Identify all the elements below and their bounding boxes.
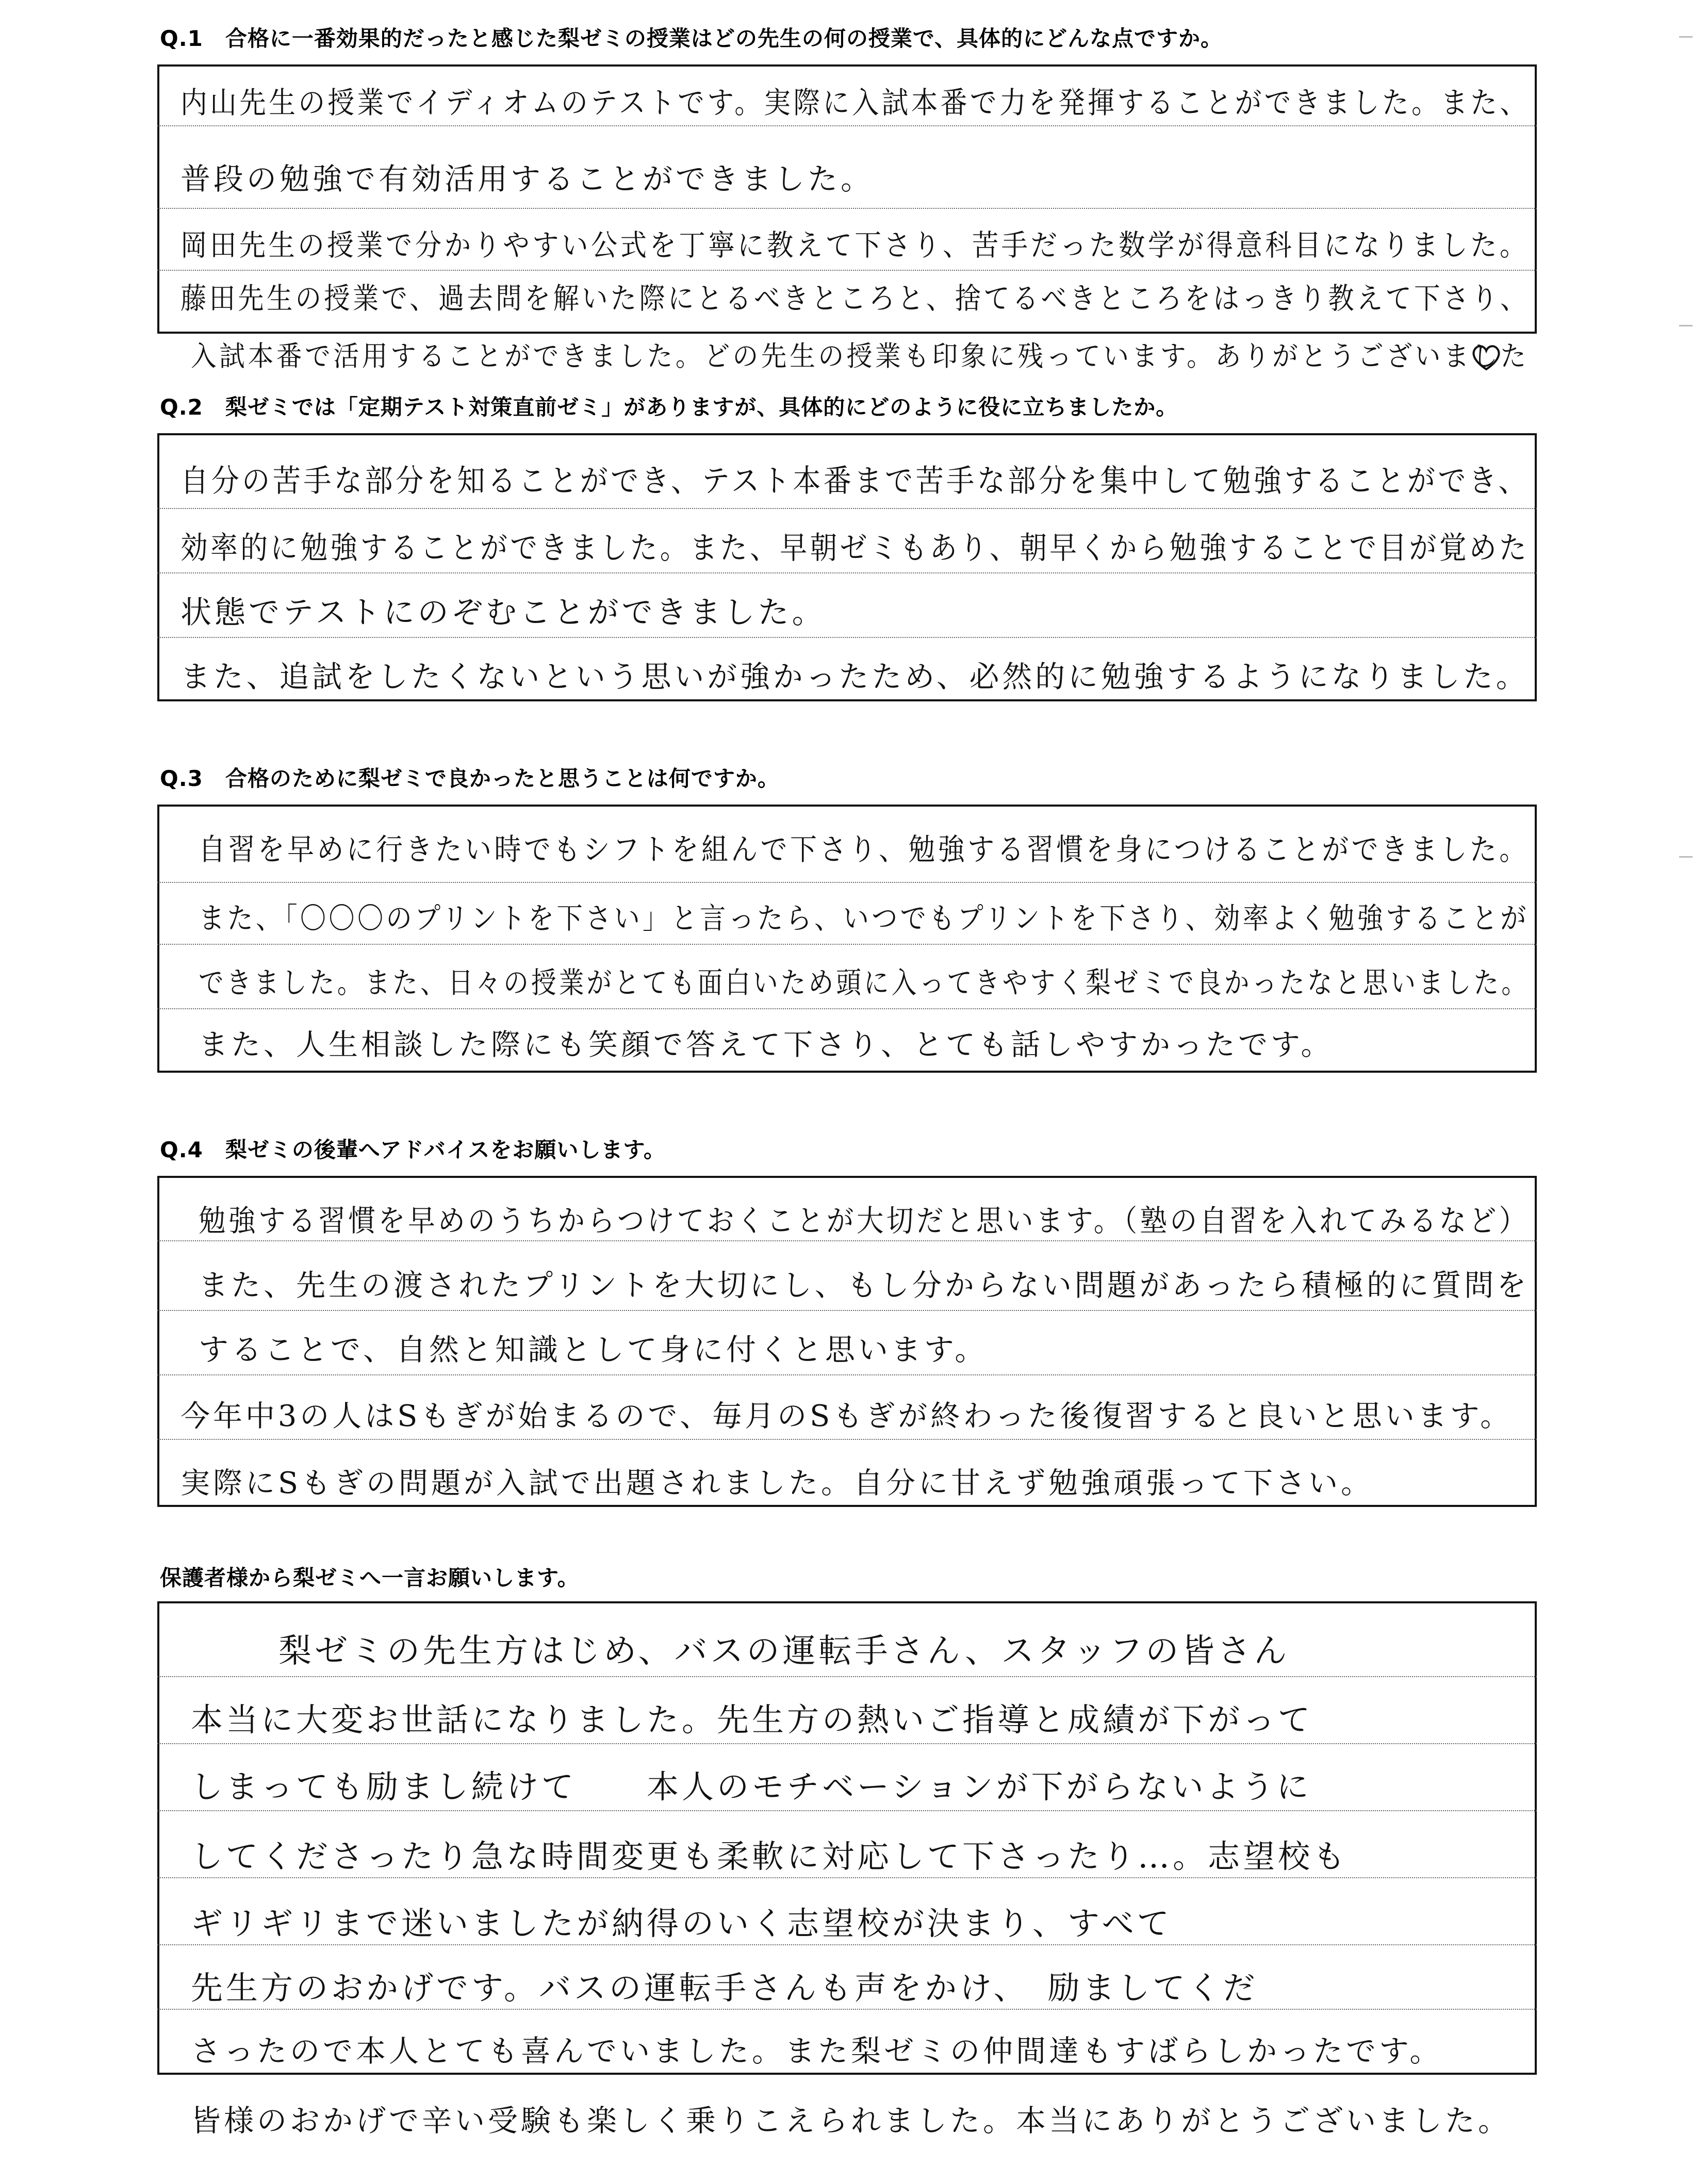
parent-ruled-line xyxy=(157,1944,1537,1945)
q4-answer-line-4: 今年中3の人はSもぎが始まるので、毎月のSもぎが終わった後復習すると良いと思います。 xyxy=(180,1399,1513,1433)
q2-answer-line-2: 効率的に勉強することができました。また、早朝ゼミもあり、朝早くから勉強することで目が覚めた xyxy=(180,530,1530,566)
q4-answer-line-1: 勉強する習慣を早めのうちからつけておくことが大切だと思います。（塾の自習を入れてみるなど） xyxy=(199,1203,1529,1238)
scan-mark xyxy=(1679,36,1693,38)
parent-answer-line-8: 皆様のおかげで辛い受験も楽しく乗りこえられました。本当にありがとうございました。 xyxy=(191,2103,1512,2138)
parent-ruled-line xyxy=(157,1743,1537,1744)
q2-question: Q.2 梨ゼミでは「定期テスト対策直前ゼミ」がありますが、具体的にどのように役に立ちましたか。 xyxy=(160,395,1178,420)
q2-answer-line-4: また、追試をしたくないという思いが強かったため、必然的に勉強するようになりました。 xyxy=(180,659,1529,694)
q4-answer-line-2: また、先生の渡されたプリントを大切にし、もし分からない問題があったら積極的に質問を xyxy=(199,1268,1530,1303)
parent-question: 保護者様から梨ゼミへ一言お願いします。 xyxy=(160,1565,580,1590)
parent-answer-line-1: 梨ゼミの先生方はじめ、バスの運転手さん、スタッフの皆さん xyxy=(278,1632,1290,1670)
q1-answer-line-2: 普段の勉強で有効活用することができました。 xyxy=(180,161,874,196)
q1-ruled-line xyxy=(157,208,1537,209)
parent-answer-line-7: さったので本人とても喜んでいました。また梨ゼミの仲間達もすばらしかったです。 xyxy=(191,2033,1443,2069)
q2-ruled-line xyxy=(157,572,1537,573)
q4-ruled-line xyxy=(157,1310,1537,1311)
q3-ruled-line xyxy=(157,944,1537,945)
heart-doodle-icon xyxy=(1471,343,1502,372)
parent-answer-line-6: 先生方のおかげです。バスの運転手さんも声をかけ、 励ましてくだ xyxy=(191,1969,1258,2007)
q3-answer-line-1: 自習を早めに行きたい時でもシフトを組んで下さり、勉強する習慣を身につけることができました。 xyxy=(199,832,1529,867)
q4-ruled-line xyxy=(157,1240,1537,1241)
q2-answer-line-3: 状態でテストにのぞむことができました。 xyxy=(180,595,826,631)
parent-ruled-line xyxy=(157,1877,1537,1878)
q4-ruled-line xyxy=(157,1439,1537,1440)
q2-answer-line-1: 自分の苦手な部分を知ることができ、テスト本番まで苦手な部分を集中して勉強することができ、 xyxy=(180,463,1529,499)
q2-ruled-line xyxy=(157,637,1537,638)
q1-question: Q.1 合格に一番効果的だったと感じた梨ゼミの授業はどの先生の何の授業で、具体的にどんな点ですか。 xyxy=(160,26,1223,51)
q3-answer-line-2: また、「〇〇〇のプリントを下さい」と言ったら、いつでもプリントを下さり、効率よく勉強することが xyxy=(199,901,1529,936)
q1-answer-line-1: 内山先生の授業でイディオムのテストです。実際に入試本番で力を発揮することができました。また、 xyxy=(180,85,1530,120)
q3-ruled-line xyxy=(157,882,1537,883)
q3-ruled-line xyxy=(157,1008,1537,1009)
scan-mark xyxy=(1679,856,1693,858)
parent-ruled-line xyxy=(157,2009,1537,2010)
q1-ruled-line xyxy=(157,125,1537,126)
q1-answer-line-5: 入試本番で活用することができました。どの先生の授業も印象に残っています。ありがとうございました xyxy=(191,340,1529,372)
q4-ruled-line xyxy=(157,1374,1537,1375)
q2-ruled-line xyxy=(157,508,1537,509)
q4-question: Q.4 梨ゼミの後輩へアドバイスをお願いします。 xyxy=(160,1137,666,1162)
q1-ruled-line xyxy=(157,270,1537,271)
parent-ruled-line xyxy=(157,1676,1537,1677)
q4-answer-line-5: 実際にSもぎの問題が入試で出題されました。自分に甘えず勉強頑張って下さい。 xyxy=(180,1466,1374,1500)
q3-question: Q.3 合格のために梨ゼミで良かったと思うことは何ですか。 xyxy=(160,766,780,791)
parent-answer-line-2: 本当に大変お世話になりました。先生方の熱いご指導と成績が下がって xyxy=(191,1701,1313,1738)
q1-answer-line-4: 藤田先生の授業で、過去問を解いた際にとるべきところと、捨てるべきところをはっきり教えて下さり、 xyxy=(180,282,1529,316)
scan-mark xyxy=(1679,325,1693,326)
parent-ruled-line xyxy=(157,1810,1537,1811)
parent-answer-line-5: ギリギリまで迷いましたが納得のいく志望校が決まり、すべて xyxy=(191,1905,1172,1942)
parent-answer-line-3: しまっても励まし続けて 本人のモチベーションが下がらないように xyxy=(191,1768,1312,1806)
q4-answer-line-3: することで、自然と知識として身に付くと思います。 xyxy=(199,1332,988,1367)
q3-answer-line-3: できました。また、日々の授業がとても面白いため頭に入ってきやすく梨ゼミで良かったなと思いました。 xyxy=(199,966,1530,1000)
parent-answer-line-4: してくださったり急な時間変更も柔軟に対応して下さったり…。志望校も xyxy=(191,1838,1349,1875)
q3-answer-line-4: また、人生相談した際にも笑顔で答えて下さり、とても話しやすかったです。 xyxy=(199,1028,1334,1062)
q1-answer-line-3: 岡田先生の授業で分かりやすい公式を丁寧に教えて下さり、苦手だった数学が得意科目になりました。 xyxy=(180,228,1529,263)
